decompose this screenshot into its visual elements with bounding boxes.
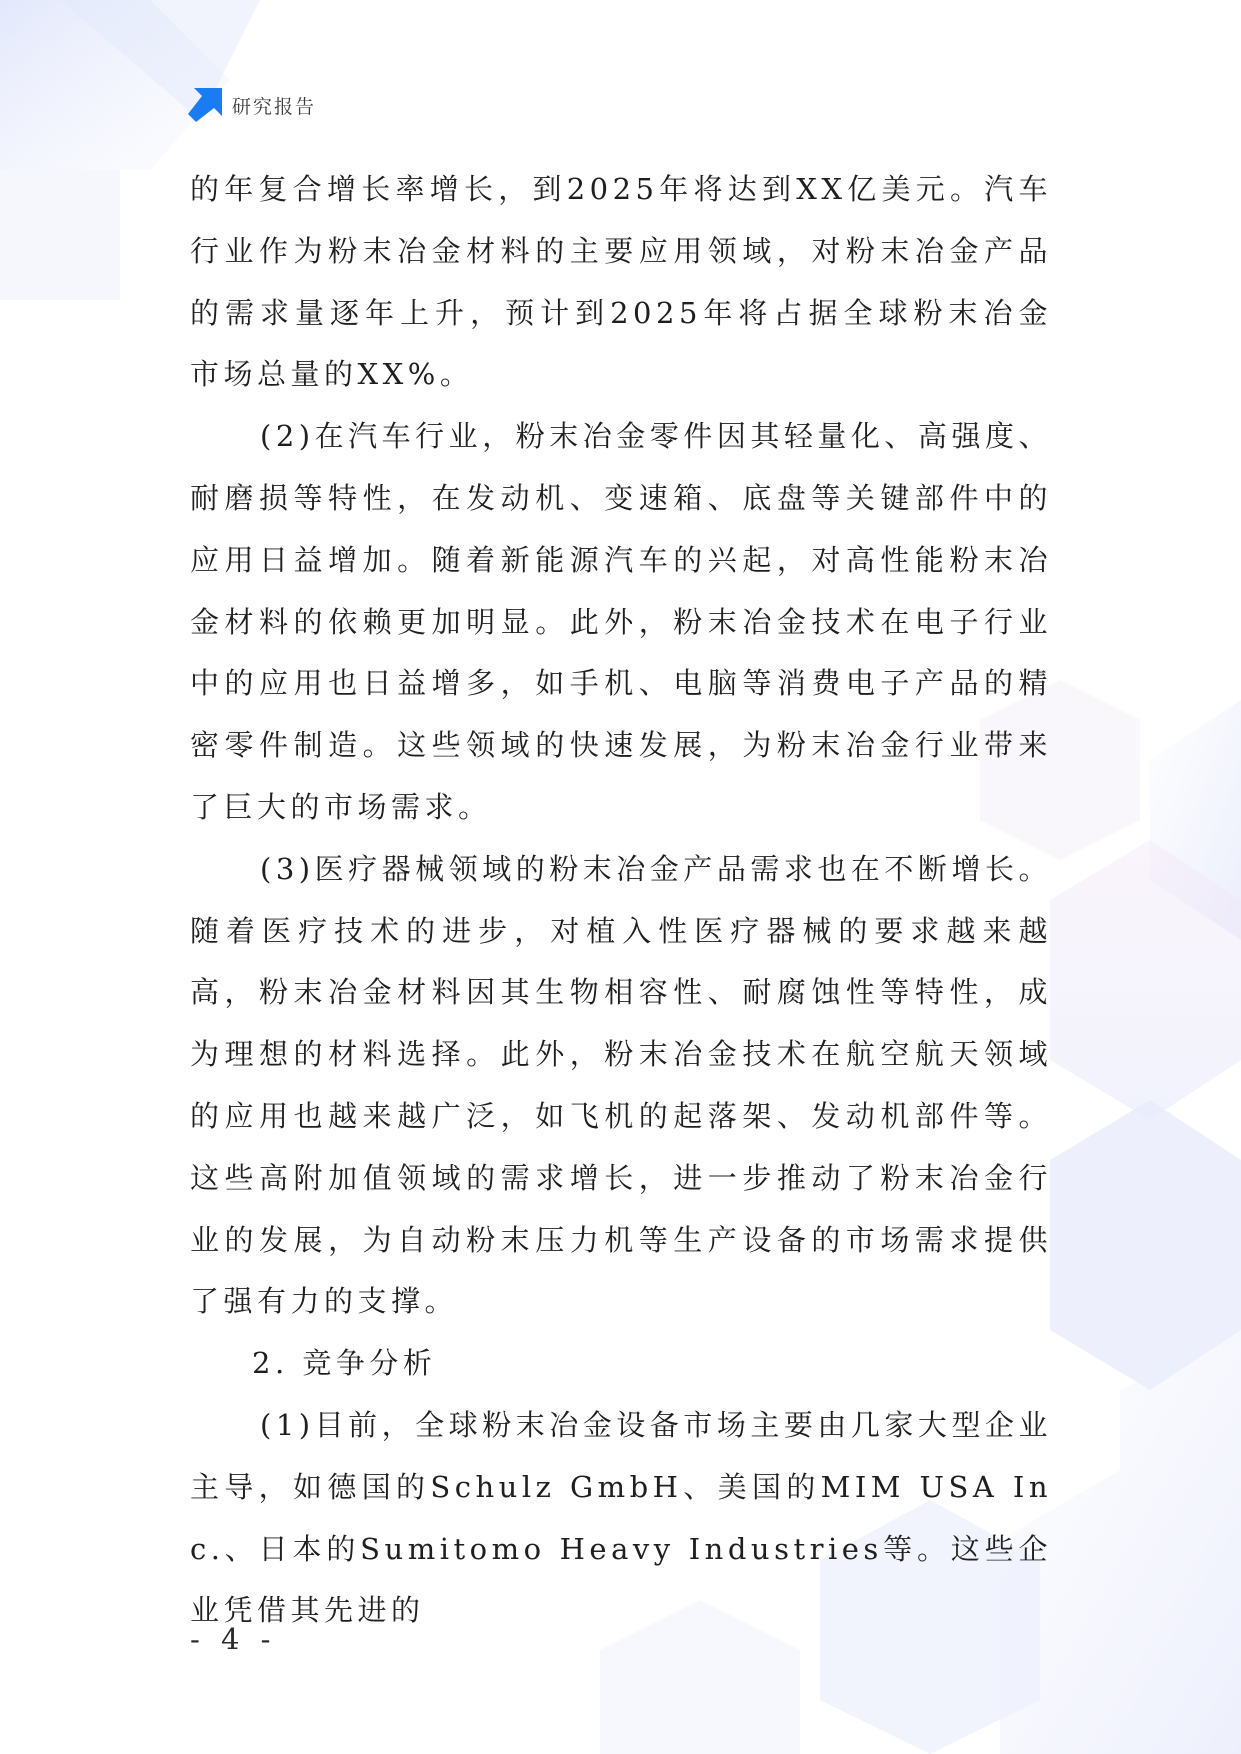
paragraph-automotive: (2)在汽车行业，粉末冶金零件因其轻量化、高强度、耐磨损等特性，在发动机、变速箱、底盘等关键部件中的应用日益增加。随着新能源汽车的兴起，对高性能粉末冶金材料的依赖更加明显。此外，粉末冶金技术在电子行业中的应用也日益增多，如手机、电脑等消费电子产品的精密零件制造。这些领域的快速发展，为粉末冶金行业带来了巨大的市场需求。 (190, 419, 1052, 824)
page-number: - 4 - (190, 1622, 277, 1656)
section-heading: 2. 竞争分析 (252, 1346, 437, 1381)
arrow-up-right-icon (188, 88, 222, 122)
paragraph-competition: (1)目前，全球粉末冶金设备市场主要由几家大型企业主导，如德国的Schulz GmbH、美国的MIM USA Inc.、日本的Sumitomo Heavy Industries等。这些企业凭借其先进的 (190, 1407, 1052, 1628)
header-title: 研究报告 (232, 95, 317, 118)
paragraph-continuation: 的年复合增长率增长，到2025年将达到XX亿美元。汽车行业作为粉末冶金材料的主要应用领域，对粉末冶金产品的需求量逐年上升，预计到2025年将占据全球粉末冶金市场总量的XX%。 (190, 172, 1052, 392)
document-body (190, 159, 1052, 1642)
paragraph-medical: (3)医疗器械领域的粉末冶金产品需求也在不断增长。随着医疗技术的进步，对植入性医疗器械的要求越来越高，粉末冶金材料因其生物相容性、耐腐蚀性等特性，成为理想的材料选择。此外，粉末冶金技术在航空航天领域的应用也越来越广泛，如飞机的起落架、发动机部件等。这些高附加值领域的需求增长，进一步推动了粉末冶金行业的发展，为自动粉末压力机等生产设备的市场需求提供了强有力的支撑。 (190, 851, 1052, 1319)
report-header (188, 88, 316, 122)
